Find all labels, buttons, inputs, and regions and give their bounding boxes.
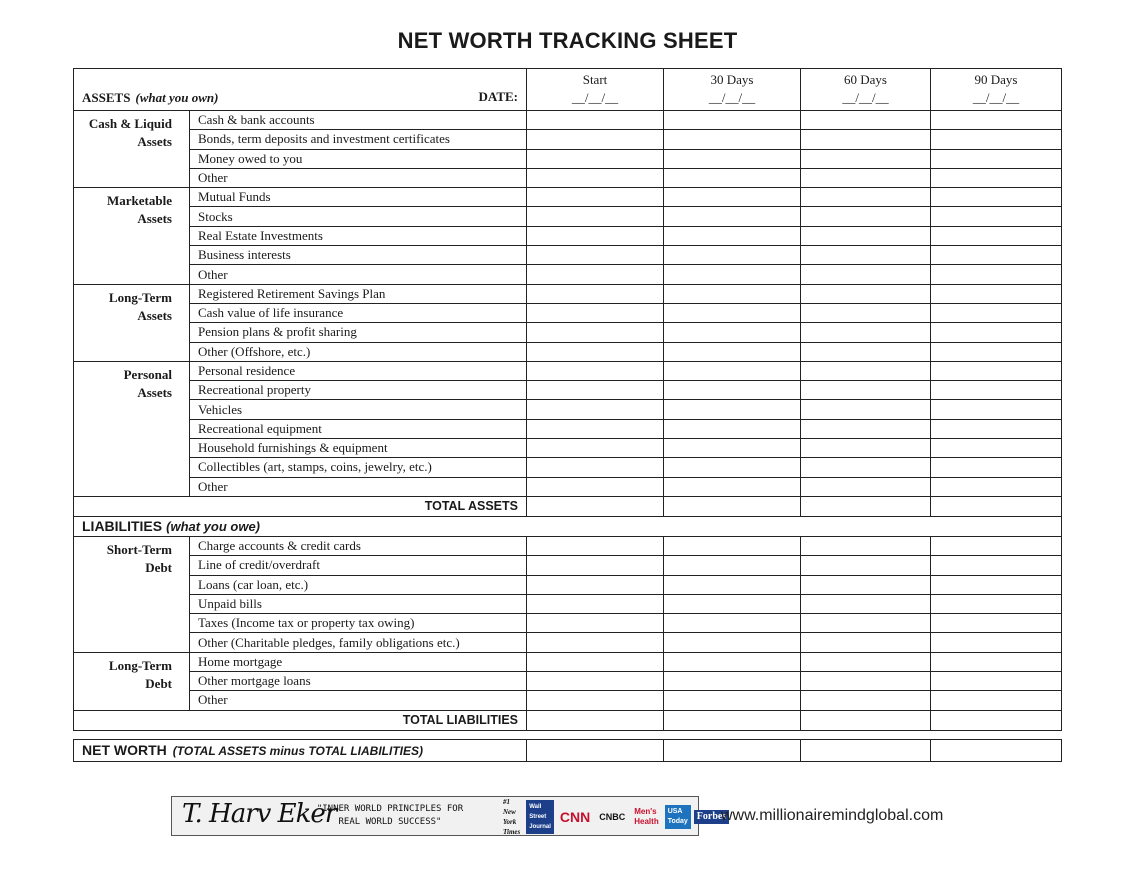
table-row: [74, 556, 1062, 575]
assets-header: [74, 69, 527, 111]
value-cell[interactable]: [664, 710, 801, 730]
value-cell[interactable]: [801, 303, 931, 322]
table-row: [74, 226, 1062, 245]
line-item-label: Mutual Funds: [190, 188, 527, 207]
table-row: [74, 477, 1062, 496]
value-cell[interactable]: [527, 226, 664, 245]
value-cell[interactable]: [801, 342, 931, 361]
value-cell[interactable]: [931, 246, 1062, 265]
liabilities-sub: (what you owe): [166, 518, 261, 534]
total-assets-row: [74, 496, 1062, 516]
value-cell[interactable]: [801, 652, 931, 671]
value-cell[interactable]: [931, 188, 1062, 207]
line-item-label: Pension plans & profit sharing: [190, 323, 527, 342]
value-cell[interactable]: [527, 458, 664, 477]
value-cell[interactable]: [664, 458, 801, 477]
line-item-label: Other: [190, 265, 527, 284]
value-cell[interactable]: [931, 207, 1062, 226]
value-cell[interactable]: [931, 556, 1062, 575]
value-cell[interactable]: [801, 246, 931, 265]
line-item-label: Home mortgage: [190, 652, 527, 671]
value-cell[interactable]: [801, 536, 931, 555]
value-cell[interactable]: [527, 652, 664, 671]
table-row: [74, 111, 1062, 130]
line-item-label: Other: [190, 168, 527, 187]
value-cell[interactable]: [527, 361, 664, 380]
value-cell[interactable]: [931, 323, 1062, 342]
value-cell[interactable]: [527, 168, 664, 187]
value-cell[interactable]: [664, 536, 801, 555]
value-cell[interactable]: [527, 575, 664, 594]
table-row: [74, 614, 1062, 633]
value-cell[interactable]: [801, 130, 931, 149]
total-assets-label: TOTAL ASSETS: [74, 496, 527, 516]
table-body: [74, 69, 1062, 762]
category-label: Long-Term Assets: [74, 284, 190, 361]
value-cell[interactable]: [664, 149, 801, 168]
value-cell[interactable]: [664, 188, 801, 207]
value-cell[interactable]: [801, 207, 931, 226]
value-cell[interactable]: [527, 439, 664, 458]
assets-label: ASSETS: [82, 90, 131, 105]
value-cell[interactable]: [931, 575, 1062, 594]
category-label: Short-Term Debt: [74, 536, 190, 652]
value-cell[interactable]: [664, 130, 801, 149]
table-row: [74, 188, 1062, 207]
value-cell[interactable]: [527, 265, 664, 284]
line-item-label: Household furnishings & equipment: [190, 439, 527, 458]
spacer-row: [74, 730, 1062, 739]
value-cell[interactable]: [664, 575, 801, 594]
value-cell[interactable]: [527, 419, 664, 438]
value-cell[interactable]: [527, 594, 664, 613]
value-cell[interactable]: [664, 614, 801, 633]
date-blank[interactable]: __/__/__: [842, 90, 889, 105]
value-cell[interactable]: [801, 691, 931, 710]
value-cell[interactable]: [801, 633, 931, 652]
line-item-label: Registered Retirement Savings Plan: [190, 284, 527, 303]
value-cell[interactable]: [664, 246, 801, 265]
value-cell[interactable]: [801, 739, 931, 761]
value-cell[interactable]: [664, 168, 801, 187]
value-cell[interactable]: [664, 284, 801, 303]
value-cell[interactable]: [931, 633, 1062, 652]
value-cell[interactable]: [801, 556, 931, 575]
liabilities-header: [74, 516, 1062, 536]
value-cell[interactable]: [664, 496, 801, 516]
cnn-logo: CNN: [559, 809, 591, 825]
value-cell[interactable]: [664, 633, 801, 652]
value-cell[interactable]: [527, 739, 664, 761]
value-cell[interactable]: [527, 284, 664, 303]
line-item-label: Cash & bank accounts: [190, 111, 527, 130]
line-item-label: Real Estate Investments: [190, 226, 527, 245]
value-cell[interactable]: [931, 361, 1062, 380]
value-cell[interactable]: [801, 477, 931, 496]
table-row: [74, 439, 1062, 458]
forbes-logo: Forbes: [694, 810, 729, 824]
value-cell[interactable]: [931, 400, 1062, 419]
line-item-label: Line of credit/overdraft: [190, 556, 527, 575]
value-cell[interactable]: [527, 188, 664, 207]
value-cell[interactable]: [801, 265, 931, 284]
signature: T. Harv Eker: [182, 799, 337, 829]
value-cell[interactable]: [931, 496, 1062, 516]
line-item-label: Taxes (Income tax or property tax owing): [190, 614, 527, 633]
value-cell[interactable]: [527, 536, 664, 555]
table-row: [74, 130, 1062, 149]
value-cell[interactable]: [801, 594, 931, 613]
value-cell[interactable]: [527, 633, 664, 652]
column-header-start: Start __/__/__: [527, 69, 664, 111]
value-cell[interactable]: [664, 226, 801, 245]
value-cell[interactable]: [801, 168, 931, 187]
value-cell[interactable]: [931, 342, 1062, 361]
value-cell[interactable]: [801, 381, 931, 400]
line-item-label: Vehicles: [190, 400, 527, 419]
category-label: Marketable Assets: [74, 188, 190, 284]
mens-health-logo: Men's Health: [634, 807, 659, 826]
table-row: [74, 691, 1062, 710]
value-cell[interactable]: [801, 188, 931, 207]
value-cell[interactable]: [931, 265, 1062, 284]
category-label: Long-Term Debt: [74, 652, 190, 710]
line-item-label: Business interests: [190, 246, 527, 265]
value-cell[interactable]: [931, 226, 1062, 245]
liabilities-header-row: [74, 516, 1062, 536]
line-item-label: Recreational property: [190, 381, 527, 400]
value-cell[interactable]: [527, 381, 664, 400]
nyt-logo: #1 New York Times: [503, 798, 521, 836]
value-cell[interactable]: [527, 400, 664, 419]
value-cell[interactable]: [801, 361, 931, 380]
value-cell[interactable]: [801, 575, 931, 594]
value-cell[interactable]: [931, 168, 1062, 187]
line-item-label: Personal residence: [190, 361, 527, 380]
category-label: Personal Assets: [74, 361, 190, 496]
value-cell[interactable]: [931, 594, 1062, 613]
value-cell[interactable]: [801, 439, 931, 458]
value-cell[interactable]: [527, 614, 664, 633]
value-cell[interactable]: [527, 246, 664, 265]
value-cell[interactable]: [931, 536, 1062, 555]
table-row: [74, 536, 1062, 555]
value-cell[interactable]: [664, 556, 801, 575]
value-cell[interactable]: [931, 739, 1062, 761]
value-cell[interactable]: [801, 226, 931, 245]
table-row: [74, 265, 1062, 284]
value-cell[interactable]: [527, 111, 664, 130]
net-worth-title: NET WORTH: [82, 741, 167, 758]
value-cell[interactable]: [664, 265, 801, 284]
net-worth-table: [73, 68, 1062, 762]
line-item-label: Other (Charitable pledges, family obligations etc.): [190, 633, 527, 652]
table-row: [74, 207, 1062, 226]
value-cell[interactable]: [931, 130, 1062, 149]
table-row: [74, 594, 1062, 613]
value-cell[interactable]: [931, 381, 1062, 400]
line-item-label: Other mortgage loans: [190, 672, 527, 691]
value-cell[interactable]: [931, 284, 1062, 303]
value-cell[interactable]: [664, 303, 801, 322]
quote: "INNER WORLD PRINCIPLES FOR REAL WORLD SUCCESS": [316, 804, 464, 827]
value-cell[interactable]: [931, 439, 1062, 458]
value-cell[interactable]: [664, 361, 801, 380]
value-cell[interactable]: [527, 149, 664, 168]
line-item-label: Bonds, term deposits and investment certificates: [190, 130, 527, 149]
value-cell[interactable]: [664, 111, 801, 130]
value-cell[interactable]: [527, 496, 664, 516]
value-cell[interactable]: [664, 381, 801, 400]
value-cell[interactable]: [527, 556, 664, 575]
date-blank[interactable]: __/__/__: [708, 90, 756, 105]
line-item-label: Charge accounts & credit cards: [190, 536, 527, 555]
table-row: [74, 400, 1062, 419]
date-label: DATE:: [478, 89, 518, 104]
value-cell[interactable]: [801, 672, 931, 691]
category-label: Cash & Liquid Assets: [74, 111, 190, 188]
date-blank[interactable]: __/__/__: [571, 90, 619, 105]
value-cell[interactable]: [664, 439, 801, 458]
cnbc-logo: CNBC: [599, 812, 626, 822]
value-cell[interactable]: [664, 419, 801, 438]
value-cell[interactable]: [527, 672, 664, 691]
website-url[interactable]: www.millionairemindglobal.com: [721, 807, 944, 824]
value-cell[interactable]: [801, 323, 931, 342]
value-cell[interactable]: [931, 652, 1062, 671]
value-cell[interactable]: [527, 342, 664, 361]
value-cell[interactable]: [527, 207, 664, 226]
value-cell[interactable]: [931, 458, 1062, 477]
net-worth-sub: (TOTAL ASSETS minus TOTAL LIABILITIES): [172, 743, 423, 758]
value-cell[interactable]: [801, 419, 931, 438]
table-row: [74, 303, 1062, 322]
value-cell[interactable]: [664, 323, 801, 342]
value-cell[interactable]: [664, 342, 801, 361]
value-cell[interactable]: [527, 710, 664, 730]
table-row: [74, 575, 1062, 594]
value-cell[interactable]: [527, 323, 664, 342]
table-row: [74, 458, 1062, 477]
media-logos: [500, 798, 729, 836]
line-item-label: Other: [190, 477, 527, 496]
page-title: NET WORTH TRACKING SHEET: [397, 28, 738, 53]
column-header-30-days: 30 Days __/__/__: [664, 69, 801, 111]
value-cell[interactable]: [931, 419, 1062, 438]
date-blank[interactable]: __/__/__: [972, 90, 1020, 105]
value-cell[interactable]: [527, 477, 664, 496]
line-item-label: Other: [190, 691, 527, 710]
table-row: [74, 323, 1062, 342]
table-row: [74, 419, 1062, 438]
value-cell[interactable]: [664, 400, 801, 419]
column-header-90-days: 90 Days __/__/__: [931, 69, 1062, 111]
table-row: [74, 168, 1062, 187]
value-cell[interactable]: [931, 477, 1062, 496]
liabilities-label: LIABILITIES: [82, 517, 163, 534]
net-worth-label: [74, 739, 527, 761]
value-cell[interactable]: [931, 111, 1062, 130]
value-cell[interactable]: [664, 739, 801, 761]
value-cell[interactable]: [931, 149, 1062, 168]
value-cell[interactable]: [527, 130, 664, 149]
footer-banner: [171, 796, 727, 836]
header-row: [74, 69, 1062, 111]
value-cell[interactable]: [931, 691, 1062, 710]
net-worth-row: [74, 739, 1062, 761]
value-cell[interactable]: [664, 594, 801, 613]
value-cell[interactable]: [931, 710, 1062, 730]
value-cell[interactable]: [801, 614, 931, 633]
table-row: [74, 284, 1062, 303]
line-item-label: Other (Offshore, etc.): [190, 342, 527, 361]
spacer: [74, 730, 1062, 739]
line-item-label: Unpaid bills: [190, 594, 527, 613]
line-item-label: Loans (car loan, etc.): [190, 575, 527, 594]
column-header-60-days: 60 Days __/__/__: [801, 69, 931, 111]
value-cell[interactable]: [931, 672, 1062, 691]
value-cell[interactable]: [801, 458, 931, 477]
value-cell[interactable]: [664, 672, 801, 691]
value-cell[interactable]: [801, 496, 931, 516]
table-row: [74, 381, 1062, 400]
value-cell[interactable]: [664, 652, 801, 671]
value-cell[interactable]: [664, 691, 801, 710]
value-cell[interactable]: [801, 111, 931, 130]
value-cell[interactable]: [527, 691, 664, 710]
value-cell[interactable]: [931, 614, 1062, 633]
table-row: [74, 633, 1062, 652]
total-liabilities-row: [74, 710, 1062, 730]
line-item-label: Money owed to you: [190, 149, 527, 168]
table-row: [74, 149, 1062, 168]
value-cell[interactable]: [664, 207, 801, 226]
total-liabilities-label: TOTAL LIABILITIES: [74, 710, 527, 730]
table-row: [74, 361, 1062, 380]
table-row: [74, 652, 1062, 671]
table-row: [74, 672, 1062, 691]
line-item-label: Stocks: [190, 207, 527, 226]
value-cell[interactable]: [801, 710, 931, 730]
value-cell[interactable]: [801, 284, 931, 303]
value-cell[interactable]: [931, 303, 1062, 322]
value-cell[interactable]: [527, 303, 664, 322]
table-row: [74, 342, 1062, 361]
line-item-label: Collectibles (art, stamps, coins, jewelry, etc.): [190, 458, 527, 477]
value-cell[interactable]: [801, 149, 931, 168]
assets-sub: (what you own): [135, 90, 219, 105]
line-item-label: Recreational equipment: [190, 419, 527, 438]
value-cell[interactable]: [664, 477, 801, 496]
wsj-logo: Wall Street Journal: [526, 800, 554, 834]
usa-today-logo: USA Today: [665, 805, 691, 829]
line-item-label: Cash value of life insurance: [190, 303, 527, 322]
value-cell[interactable]: [801, 400, 931, 419]
table-row: [74, 246, 1062, 265]
